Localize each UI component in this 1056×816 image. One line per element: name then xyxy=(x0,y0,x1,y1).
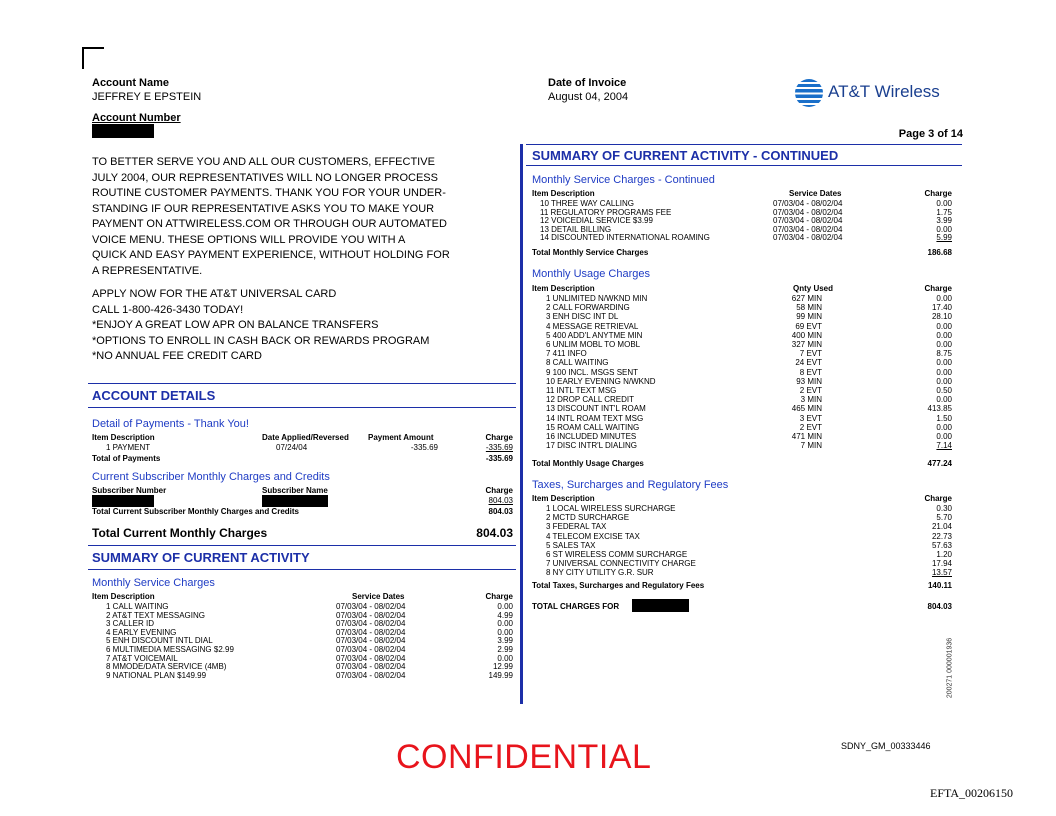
total-payments: -335.69 xyxy=(485,454,513,463)
line-item-desc: 17 DISC INTR'L DIALING xyxy=(546,441,638,451)
line-item-charge: 57.63 xyxy=(931,540,952,550)
promo-line: *NO ANNUAL FEE CREDIT CARD xyxy=(92,350,262,362)
col-charge: Charge xyxy=(924,284,952,293)
line-item-dates: 07/03/04 - 08/02/04 xyxy=(336,670,406,680)
line-item-charge: 0.00 xyxy=(936,340,952,349)
line-item-charge: 13.57 xyxy=(931,568,952,578)
redacted-subscriber-number xyxy=(92,495,154,507)
globe-icon xyxy=(794,78,824,108)
line-item-charge: 0.00 xyxy=(936,330,952,340)
notice-line: TO BETTER SERVE YOU AND ALL OUR CUSTOMERS, EFFECTIVE xyxy=(92,156,435,168)
line-item-desc: 7 AT&T VOICEMAIL xyxy=(106,653,178,663)
payment-date: 07/24/04 xyxy=(276,443,308,452)
confidential-stamp: CONFIDENTIAL xyxy=(396,738,652,776)
notice-line: A REPRESENTATIVE. xyxy=(92,264,203,277)
line-item-desc: 4 MESSAGE RETRIEVAL xyxy=(546,321,639,331)
line-item-desc: 3 CALLER ID xyxy=(106,619,155,629)
promo-line: CALL 1-800-426-3430 TODAY! xyxy=(92,303,244,316)
line-item-dates: 07/03/04 - 08/02/04 xyxy=(773,233,843,243)
line-item-charge: 17.40 xyxy=(931,303,952,313)
col-item: Item Description xyxy=(92,433,155,442)
line-item-desc: 2 CALL FORWARDING xyxy=(546,303,630,313)
account-name-label: Account Name xyxy=(92,77,170,89)
efta-number: EFTA_00206150 xyxy=(930,786,1014,800)
total-msc-label: Total Monthly Service Charges xyxy=(532,248,649,257)
col-dates: Service Dates xyxy=(789,189,842,198)
line-item-charge: 21.04 xyxy=(931,522,952,532)
brand-name: AT&T Wireless xyxy=(828,82,940,101)
total-payments-label: Total of Payments xyxy=(92,454,161,463)
page-number: Page 3 of 14 xyxy=(898,128,963,140)
payment-notice xyxy=(92,155,512,279)
date-label: Date of Invoice xyxy=(548,77,627,89)
line-item-charge: 0.50 xyxy=(936,386,952,395)
subscriber-title: Current Subscriber Monthly Charges and Credits xyxy=(92,471,330,483)
line-item-charge: 0.00 xyxy=(936,376,952,386)
line-item-charge: 0.00 xyxy=(497,653,513,663)
account-number-label: Account Number xyxy=(92,112,181,124)
rule xyxy=(88,407,516,408)
line-item-charge: 0.00 xyxy=(936,321,952,331)
subscriber-charge: 804.03 xyxy=(488,496,513,505)
col-item: Item Description xyxy=(532,189,595,198)
rule xyxy=(526,165,962,166)
corner-mark-v xyxy=(82,47,84,69)
total-subscriber: 804.03 xyxy=(488,507,513,516)
line-item-qty: 2 EVT xyxy=(799,386,822,395)
col-sub-number: Subscriber Number xyxy=(92,486,167,495)
notice-line: PAYMENT ON ATTWIRELESS.COM OR THROUGH OUR AUTOMATED xyxy=(92,218,447,230)
line-item-charge: 5.70 xyxy=(936,513,952,523)
line-item-desc: 7 UNIVERSAL CONNECTIVITY CHARGE xyxy=(546,559,696,569)
col-item: Item Description xyxy=(532,494,595,503)
line-item-desc: 8 NY CITY UTILITY G.R. SUR xyxy=(546,568,654,578)
line-item-charge: 1.75 xyxy=(936,207,952,217)
line-item-dates: 07/03/04 - 08/02/04 xyxy=(336,610,406,620)
line-item-dates: 07/03/04 - 08/02/04 xyxy=(336,662,406,672)
line-item-charge: 0.00 xyxy=(936,199,952,208)
line-item-qty: 99 MIN xyxy=(796,312,822,322)
total-msc: 186.68 xyxy=(927,248,952,257)
line-item-charge: 0.00 xyxy=(936,224,952,234)
col-item: Item Description xyxy=(532,284,595,293)
line-item-qty: 24 EVT xyxy=(795,358,822,368)
line-item-charge: 0.00 xyxy=(936,422,952,432)
line-item-desc: 16 INCLUDED MINUTES xyxy=(546,432,637,441)
promo-line: *OPTIONS TO ENROLL IN CASH BACK OR REWARDS PROGRAM xyxy=(92,334,430,347)
total-usage-label: Total Monthly Usage Charges xyxy=(532,459,644,468)
account-name: JEFFREY E EPSTEIN xyxy=(92,91,202,103)
line-item-qty: 58 MIN xyxy=(796,303,822,313)
line-item-qty: 8 EVT xyxy=(799,367,822,377)
line-item-desc: 4 EARLY EVENING xyxy=(106,627,177,637)
line-item-desc: 2 AT&T TEXT MESSAGING xyxy=(106,610,205,620)
line-item-qty: 627 MIN xyxy=(791,294,822,303)
line-item-charge: 0.00 xyxy=(936,395,952,405)
line-item-desc: 12 VOICEDIAL SERVICE $3.99 xyxy=(540,216,653,226)
notice-line: ROUTINE CUSTOMER PAYMENTS. THANK YOU FOR YOUR UNDER- xyxy=(92,187,446,199)
corner-mark-h xyxy=(82,47,104,49)
rule xyxy=(526,144,962,145)
col-qty: Qnty Used xyxy=(793,284,834,293)
col-sub-name: Subscriber Name xyxy=(262,486,328,495)
line-item-desc: 13 DETAIL BILLING xyxy=(540,224,612,234)
promo-line: APPLY NOW FOR THE AT&T UNIVERSAL CARD xyxy=(92,288,337,300)
line-item-qty: 7 EVT xyxy=(799,349,822,359)
line-item-desc: 15 ROAM CALL WAITING xyxy=(546,422,640,432)
usage-title: Monthly Usage Charges xyxy=(532,268,651,280)
rule xyxy=(88,545,516,546)
payment-desc: 1 PAYMENT xyxy=(106,443,151,452)
total-tax-label: Total Taxes, Surcharges and Regulatory Fees xyxy=(532,581,705,590)
notice-line: JULY 2004, OUR REPRESENTATIVES WILL NO LONGER PROCESS xyxy=(92,171,438,184)
line-item-dates: 07/03/04 - 08/02/04 xyxy=(336,636,406,646)
summary-title: SUMMARY OF CURRENT ACTIVITY xyxy=(92,550,310,565)
line-item-qty: 93 MIN xyxy=(796,376,822,386)
vertical-code: 200271 000001936 xyxy=(946,637,954,699)
line-item-desc: 9 NATIONAL PLAN $149.99 xyxy=(106,670,207,680)
msc-cont-title: Monthly Service Charges - Continued xyxy=(532,174,715,186)
line-item-dates: 07/03/04 - 08/02/04 xyxy=(773,216,843,226)
redacted-subscriber-name xyxy=(262,495,328,507)
line-item-qty: 471 MIN xyxy=(791,432,822,441)
line-item-desc: 12 DROP CALL CREDIT xyxy=(546,395,635,405)
notice-line: VOICE MENU. THESE OPTIONS WILL PROVIDE YOU WITH A xyxy=(92,233,406,246)
total-charges-label: TOTAL CHARGES FOR xyxy=(532,602,620,611)
line-item-desc: 8 MMODE/DATA SERVICE (4MB) xyxy=(106,662,227,672)
line-item-charge: 413.85 xyxy=(927,404,952,414)
line-item-charge: 0.00 xyxy=(497,602,513,611)
payment-charge: -335.69 xyxy=(485,443,513,452)
line-item-charge: 0.00 xyxy=(936,432,952,441)
notice-line: QUICK AND EASY PAYMENT EXPERIENCE, WITHOUT HOLDING FOR xyxy=(92,249,450,261)
line-item-charge: 12.99 xyxy=(492,662,513,672)
line-item-desc: 5 400 ADD'L ANYTME MIN xyxy=(546,330,643,340)
line-item-charge: 0.00 xyxy=(936,294,952,303)
line-item-dates: 07/03/04 - 08/02/04 xyxy=(336,653,406,663)
line-item-dates: 07/03/04 - 08/02/04 xyxy=(336,645,406,654)
line-item-charge: 0.00 xyxy=(497,627,513,637)
payment-amount: -335.69 xyxy=(410,443,438,452)
total-monthly-label: Total Current Monthly Charges xyxy=(92,526,268,540)
line-item-charge: 0.30 xyxy=(936,504,952,513)
rule xyxy=(88,569,516,570)
col-amount: Payment Amount xyxy=(368,433,434,442)
payments-title: Detail of Payments - Thank You! xyxy=(92,418,249,430)
line-item-charge: 8.75 xyxy=(936,349,952,359)
invoice-date: August 04, 2004 xyxy=(548,91,629,103)
line-item-charge: 22.73 xyxy=(931,531,952,541)
total-tax: 140.11 xyxy=(927,581,952,590)
total-charges: 804.03 xyxy=(927,602,952,611)
line-item-qty: 7 MIN xyxy=(800,441,822,451)
rule xyxy=(88,383,516,384)
notice-line: STANDING IF OUR REPRESENTATIVE ASKS YOU TO MAKE YOUR xyxy=(92,202,435,215)
line-item-desc: 1 CALL WAITING xyxy=(106,602,169,611)
line-item-desc: 6 ST WIRELESS COMM SURCHARGE xyxy=(546,550,688,559)
line-item-desc: 3 ENH DISC INT DL xyxy=(546,312,619,322)
msc-title: Monthly Service Charges xyxy=(92,577,215,589)
line-item-desc: 8 CALL WAITING xyxy=(546,358,609,368)
line-item-desc: 7 411 INFO xyxy=(546,349,587,359)
line-item-desc: 11 INTL TEXT MSG xyxy=(546,386,617,395)
line-item-desc: 13 DISCOUNT INT'L ROAM xyxy=(546,404,646,414)
line-item-qty: 69 EVT xyxy=(795,321,822,331)
account-details-title: ACCOUNT DETAILS xyxy=(92,388,216,403)
redacted-number xyxy=(632,599,689,612)
col-charge: Charge xyxy=(485,486,513,495)
col-charge: Charge xyxy=(924,189,952,198)
line-item-charge: 28.10 xyxy=(931,312,952,322)
line-item-desc: 4 TELECOM EXCISE TAX xyxy=(546,531,640,541)
line-item-desc: 14 INTL ROAM TEXT MSG xyxy=(546,413,644,423)
line-item-dates: 07/03/04 - 08/02/04 xyxy=(773,199,843,208)
col-dates: Service Dates xyxy=(352,592,405,601)
line-item-charge: 3.99 xyxy=(497,636,513,646)
line-item-desc: 2 MCTD SURCHARGE xyxy=(546,513,630,523)
line-item-charge: 0.00 xyxy=(936,358,952,368)
line-item-desc: 5 ENH DISCOUNT INTL DIAL xyxy=(106,636,213,646)
line-item-desc: 3 FEDERAL TAX xyxy=(546,522,607,532)
col-charge: Charge xyxy=(485,592,513,601)
tax-title: Taxes, Surcharges and Regulatory Fees xyxy=(532,479,729,491)
card-promo xyxy=(92,287,512,365)
line-item-charge: 1.20 xyxy=(936,550,952,559)
promo-line: *ENJOY A GREAT LOW APR ON BALANCE TRANSFERS xyxy=(92,319,379,331)
col-charge: Charge xyxy=(924,494,952,503)
line-item-qty: 400 MIN xyxy=(791,330,822,340)
line-item-charge: 5.99 xyxy=(936,233,952,243)
line-item-desc: 6 MULTIMEDIA MESSAGING $2.99 xyxy=(106,645,234,654)
line-item-qty: 2 EVT xyxy=(799,422,822,432)
line-item-desc: 1 UNLIMITED N/WKND MIN xyxy=(546,294,648,303)
line-item-qty: 3 EVT xyxy=(799,413,822,423)
total-usage: 477.24 xyxy=(927,459,952,468)
line-item-charge: 7.14 xyxy=(936,441,952,451)
line-item-dates: 07/03/04 - 08/02/04 xyxy=(336,602,406,611)
line-item-desc: 10 EARLY EVENING N/WKND xyxy=(546,376,656,386)
line-item-qty: 327 MIN xyxy=(791,340,822,349)
line-item-desc: 5 SALES TAX xyxy=(546,540,596,550)
column-divider xyxy=(520,144,523,704)
summary-cont-title: SUMMARY OF CURRENT ACTIVITY - CONTINUED xyxy=(532,148,839,163)
line-item-qty: 465 MIN xyxy=(791,404,822,414)
col-item: Item Description xyxy=(92,592,155,601)
total-monthly: 804.03 xyxy=(476,526,513,540)
redacted-account-number xyxy=(92,124,154,138)
line-item-charge: 3.99 xyxy=(936,216,952,226)
line-item-desc: 14 DISCOUNTED INTERNATIONAL ROAMING xyxy=(540,233,710,243)
line-item-dates: 07/03/04 - 08/02/04 xyxy=(336,627,406,637)
line-item-desc: 1 LOCAL WIRELESS SURCHARGE xyxy=(546,504,676,513)
line-item-charge: 0.00 xyxy=(497,619,513,629)
bates-number: SDNY_GM_00333446 xyxy=(841,741,931,751)
att-wireless-logo xyxy=(794,76,944,110)
line-item-charge: 17.94 xyxy=(931,559,952,569)
line-item-charge: 2.99 xyxy=(497,645,513,654)
line-item-charge: 149.99 xyxy=(488,670,513,680)
line-item-charge: 0.00 xyxy=(936,367,952,377)
line-item-desc: 10 THREE WAY CALLING xyxy=(540,199,634,208)
line-item-dates: 07/03/04 - 08/02/04 xyxy=(773,224,843,234)
line-item-desc: 9 100 INCL. MSGS SENT xyxy=(546,367,639,377)
line-item-desc: 6 UNLIM MOBL TO MOBL xyxy=(546,340,641,349)
total-subscriber-label: Total Current Subscriber Monthly Charges and Credits xyxy=(92,507,299,516)
col-charge: Charge xyxy=(485,433,513,442)
line-item-charge: 4.99 xyxy=(497,610,513,620)
line-item-dates: 07/03/04 - 08/02/04 xyxy=(773,207,843,217)
line-item-desc: 11 REGULATORY PROGRAMS FEE xyxy=(540,207,672,217)
line-item-charge: 1.50 xyxy=(936,413,952,423)
col-date: Date Applied/Reversed xyxy=(262,433,349,442)
line-item-qty: 3 MIN xyxy=(800,395,822,405)
line-item-dates: 07/03/04 - 08/02/04 xyxy=(336,619,406,629)
